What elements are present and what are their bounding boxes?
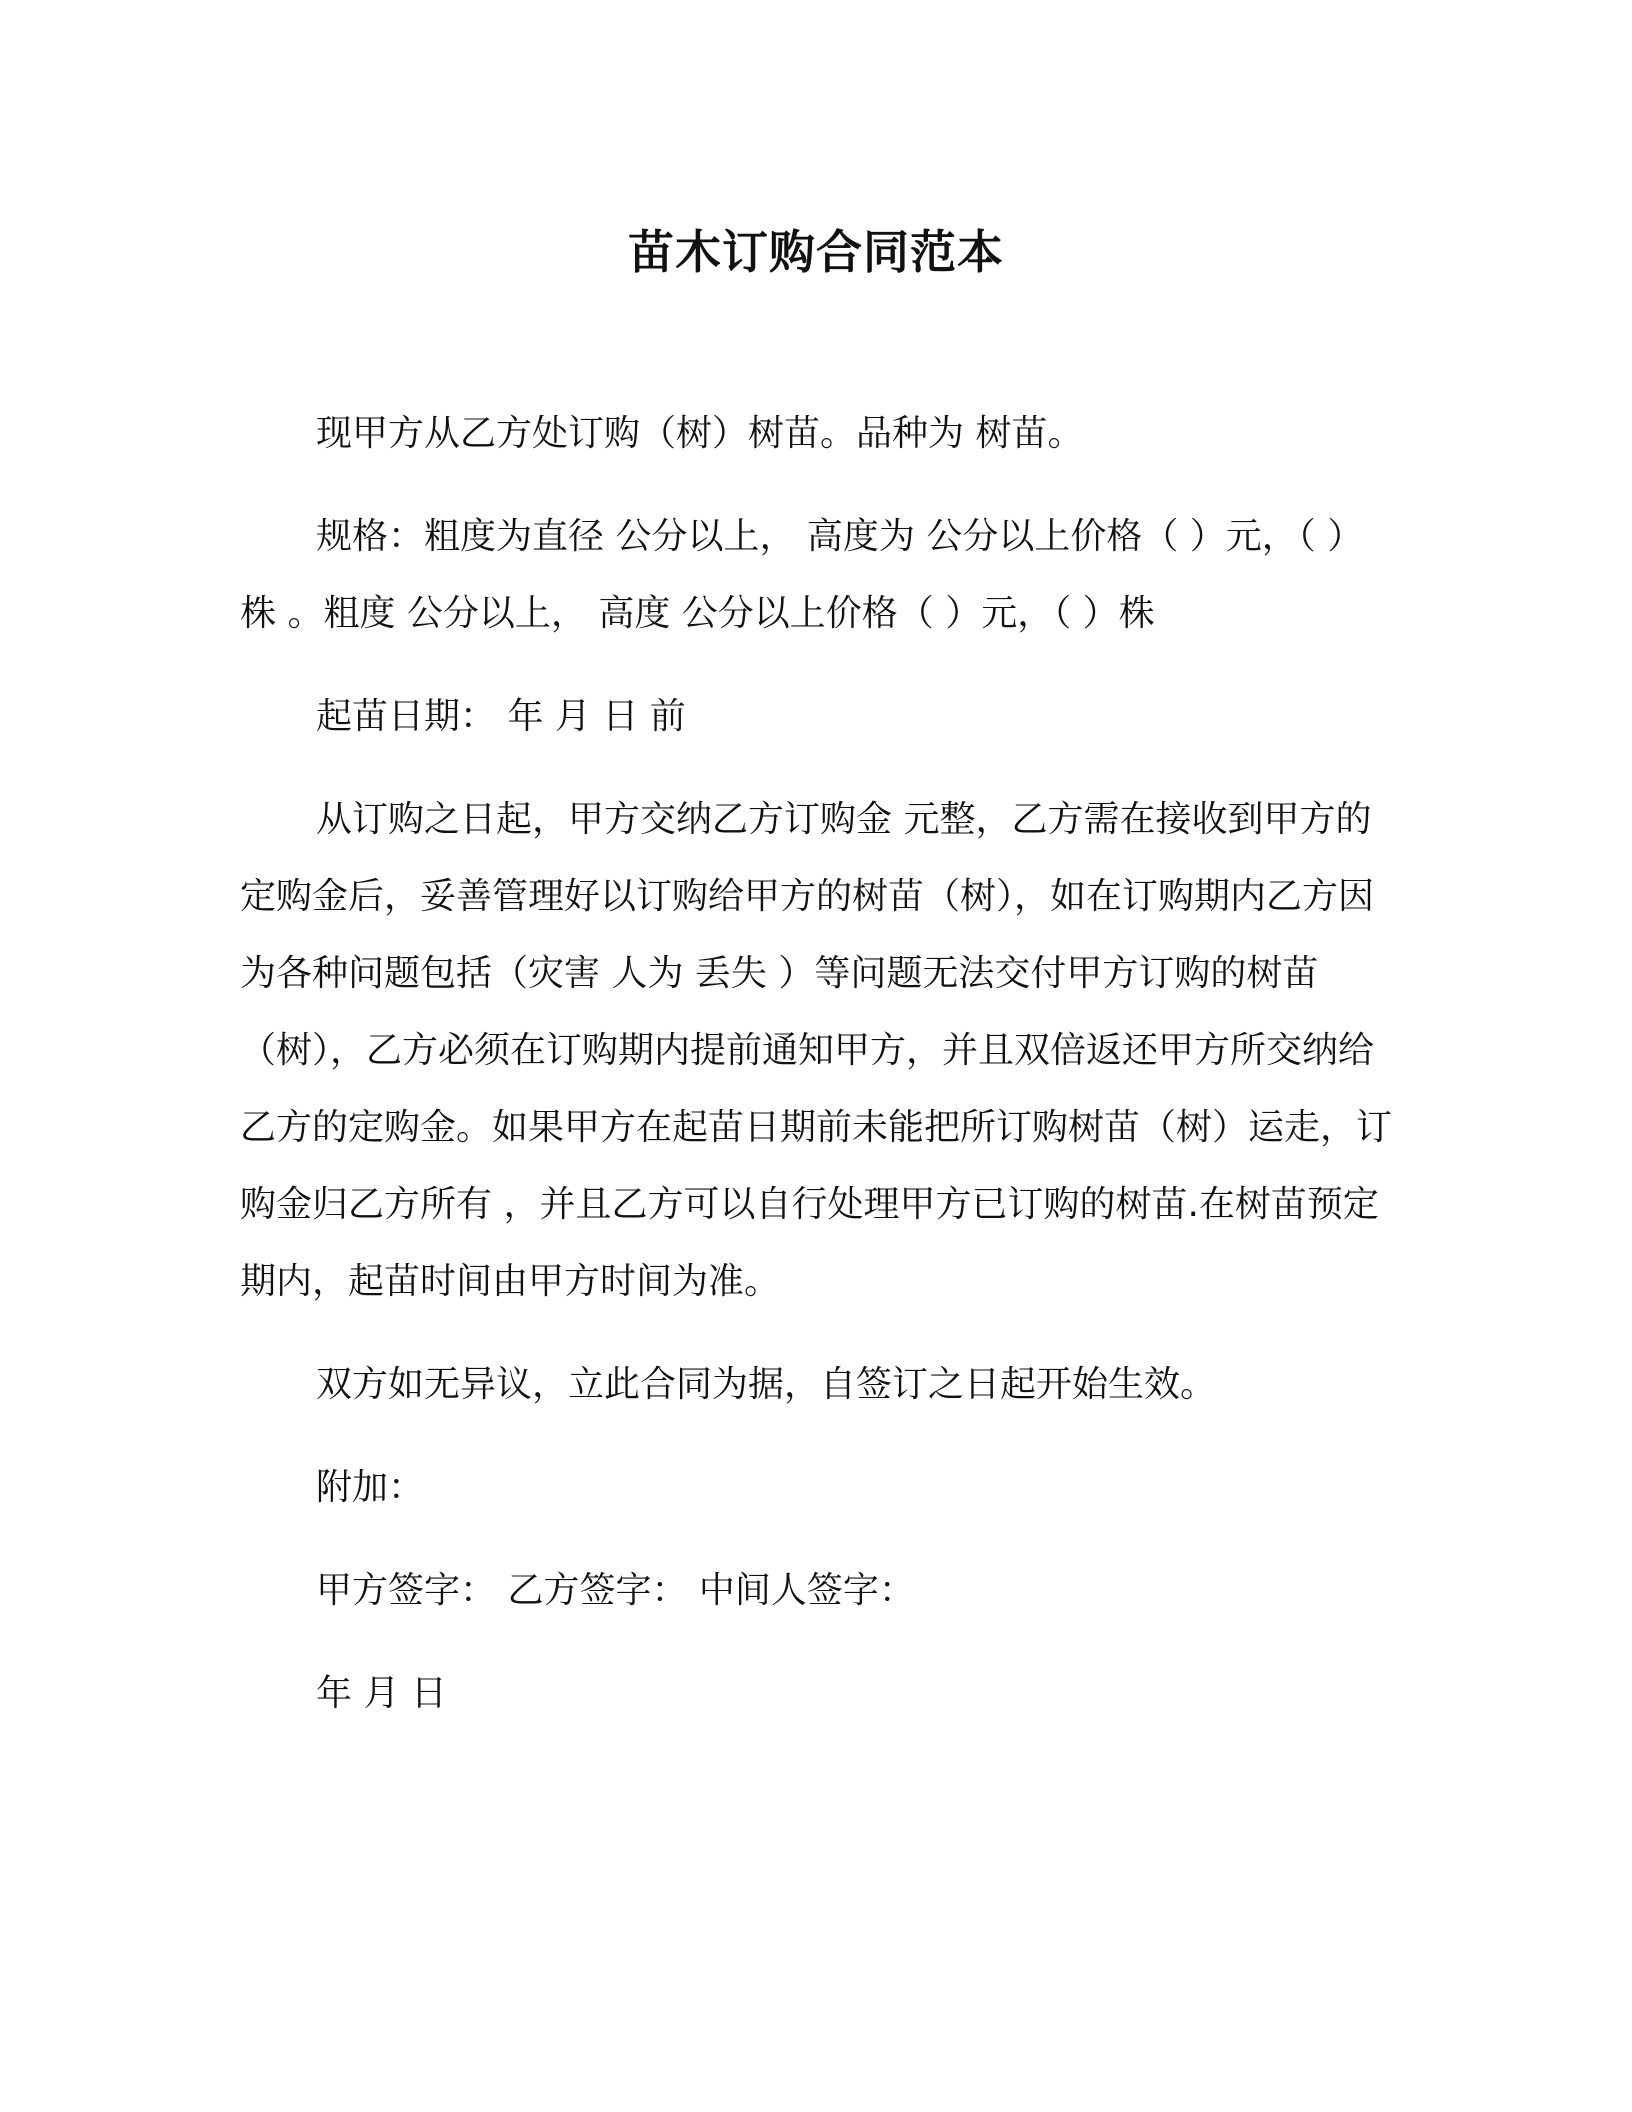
paragraph-deposit-terms: 从订购之日起，甲方交纳乙方订购金 元整，乙方需在接收到甲方的定购金后，妥善管理好以订购给甲方的树苗（树），如在订购期内乙方因为各种问题包括（灾害 人为 丢失 ）等问题无法交付甲方订购的树苗（树），乙方必须在订购期内提前通知甲方，并且双倍返还甲方所交纳给乙方的定购金。如果甲方在起苗日期前未能把所订购树苗（树）运走，订购金归乙方所有 ，并且乙方可以自行处理甲方已订购的树苗.在树苗预定期内，起苗时间由甲方时间为准。: [240, 799, 1393, 1302]
paragraph-specification: 规格：粗度为直径 公分以上， 高度为 公分以上价格（ ）元，（ ）株 。粗度 公分以上， 高度 公分以上价格（ ）元，（ ）株: [240, 516, 1364, 634]
paragraph-lifting-date: 起苗日期： 年 月 日 前: [316, 696, 686, 737]
paragraph-appendix: 附加：: [316, 1467, 425, 1508]
paragraph-date: 年 月 日: [316, 1673, 447, 1714]
document-body: [240, 395, 1392, 1758]
paragraph-effective-clause: 双方如无异议，立此合同为据，自签订之日起开始生效。: [316, 1364, 1217, 1405]
document-title: 苗木订购合同范本: [628, 225, 1004, 279]
paragraph-signatures: 甲方签字： 乙方签字： 中间人签字：: [316, 1570, 915, 1611]
paragraph-order-intro: 现甲方从乙方处订购（树）树苗。品种为 树苗。: [316, 413, 1084, 454]
